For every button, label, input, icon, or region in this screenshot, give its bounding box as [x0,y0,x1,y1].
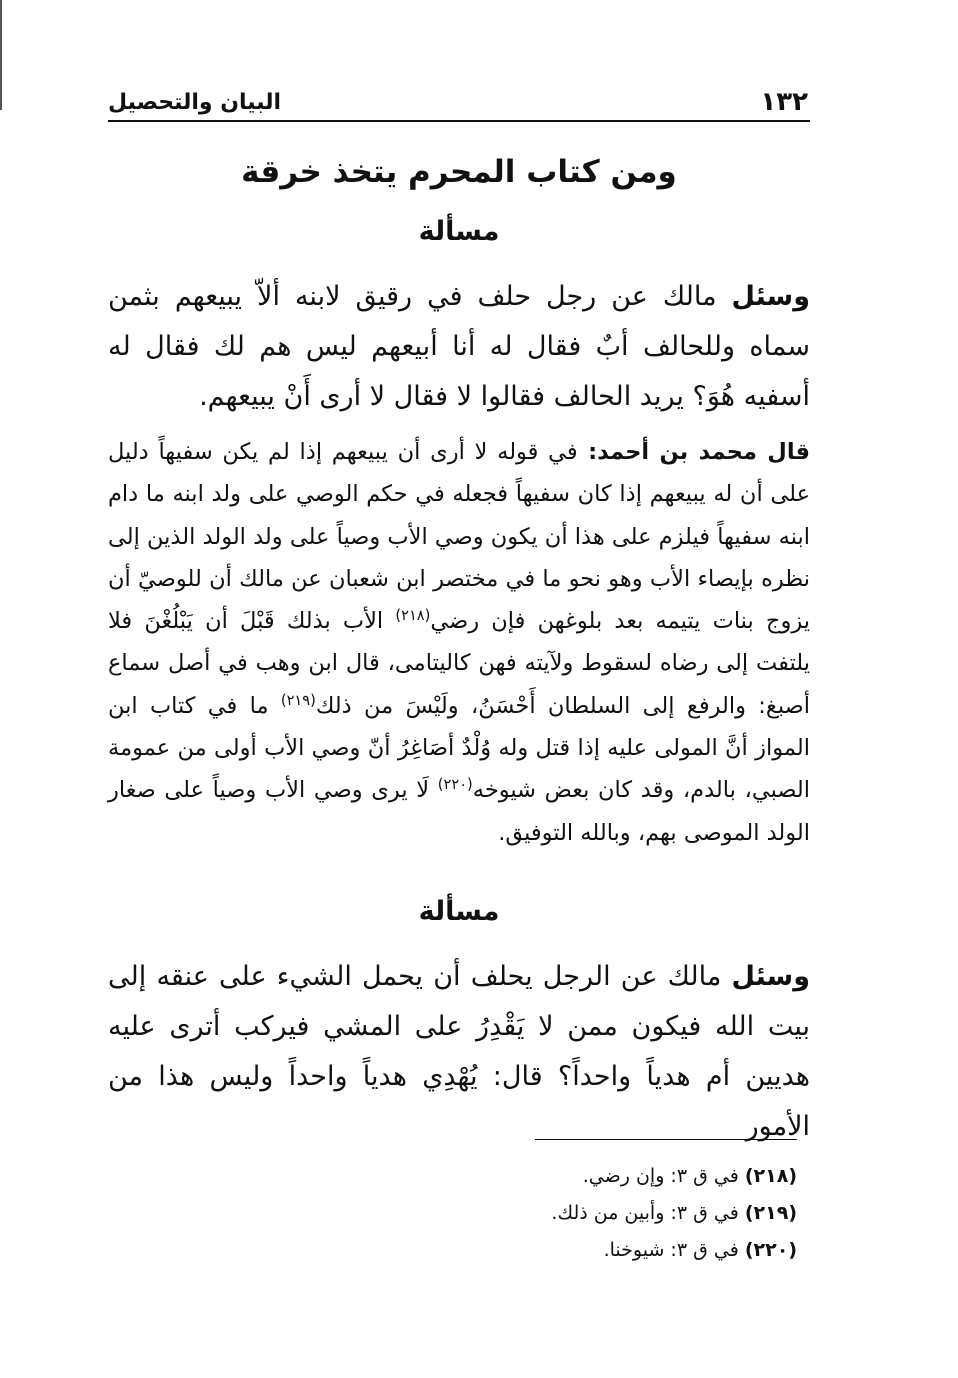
footnote-text: في ق ٣: وأبين من ذلك. [551,1202,739,1224]
footnote-ref-218[interactable]: (٢١٨) [395,607,431,625]
scan-edge-mark [0,0,2,110]
running-title: البيان والتحصيل [108,90,282,115]
commentary-text-part-1: في قوله لا أرى أن يبيعهم إذا لم يكن سفيهاً دليل على أن له يبيعهم إذا كان سفيهاً فجعله في حكم الوصي على ولد ابنه ما دام ابنه سفيهاً فيلزم على هذا أن يكون وصي الأب وصياً على ولد الولد الذين إلى نظره بإيصاء الأب وهو نحو ما في مختصر ابن شعبان عن مالك أن للوصيّ أن يزوج بنات يتيمه بعد بلوغهن فإن رضي [108,439,810,635]
footnote-220 [300,1232,797,1269]
commentary-lead-separator: : [577,439,598,465]
footnote-number: (٢٢٠) [744,1239,797,1261]
chapter-title: ومن كتاب المحرم يتخذ خرقة [241,154,677,190]
footnote-219 [300,1195,797,1232]
commentary-text-part-3: ما في كتاب ابن المواز أنَّ المولى عليه إذا قتل وله وُلْدٌ أصَاغِرُ أنّ وصي الأب أولى من عمومة الصبي، بالدم، وقد كان بعض شيوخه [108,692,810,804]
footnote-number: (٢١٨) [744,1165,797,1187]
section-heading-2: مسألة [418,896,500,927]
footnote-ref-219[interactable]: (٢١٩) [280,691,316,709]
commentary-lead: قال محمد بن أحمد [597,439,811,465]
commentary-paragraph [108,431,810,854]
question-lead-word: وسئل [731,961,810,992]
footnote-text: في ق ٣: شيوخنا. [603,1239,739,1261]
question-lead-word: وسئل [731,281,810,312]
commentary-text-part-4: لَا يرى وصي الأب وصياً على صغار الولد الموصى بهم، وبالله التوفيق. [108,777,810,846]
footnote-separator [535,1139,797,1140]
section-heading-1: مسألة [418,216,500,247]
footnote-text: في ق ٣: وإن رضي. [582,1165,739,1187]
footnote-218 [300,1158,797,1195]
question-text: مالك عن رجل حلف في رقيق لابنه ألاّ يبيعهم بثمن سماه وللحالف أبٌ فقال له أنا أبيعهم ليس هم لك فقال له أسفيه هُوَ؟ يريد الحالف فقالوا لا فقال لا أرى أَنْ يبيعهم. [108,281,810,412]
footnotes [300,1158,797,1269]
question-text: مالك عن الرجل يحلف أن يحمل الشيء على عنقه إلى بيت الله فيكون ممن لا يَقْدِرُ على المشي فيركب أترى عليه هديين أم هدياً واحداً؟ قال: يُهْدِي هدياً واحداً وليس هذا من الأمور [108,961,810,1142]
footnote-ref-220[interactable]: (٢٢٠) [437,776,473,794]
running-head [108,86,810,122]
question-paragraph-2 [108,952,810,1152]
question-paragraph-1 [108,272,810,422]
page-number: ١٣٢ [760,87,808,117]
footnote-number: (٢١٩) [744,1202,797,1224]
commentary-text-part-2: الأب بذلك قَبْلَ أن يَبْلُغْنَ فلا يلتفت إلى رضاه لسقوط ولآيته فهن كاليتامى، قال ابن وهب في أصل سماع أصبغ: والرفع إلى السلطان أَحْسَنُ، ولَيْسَ من ذلك [108,608,810,719]
